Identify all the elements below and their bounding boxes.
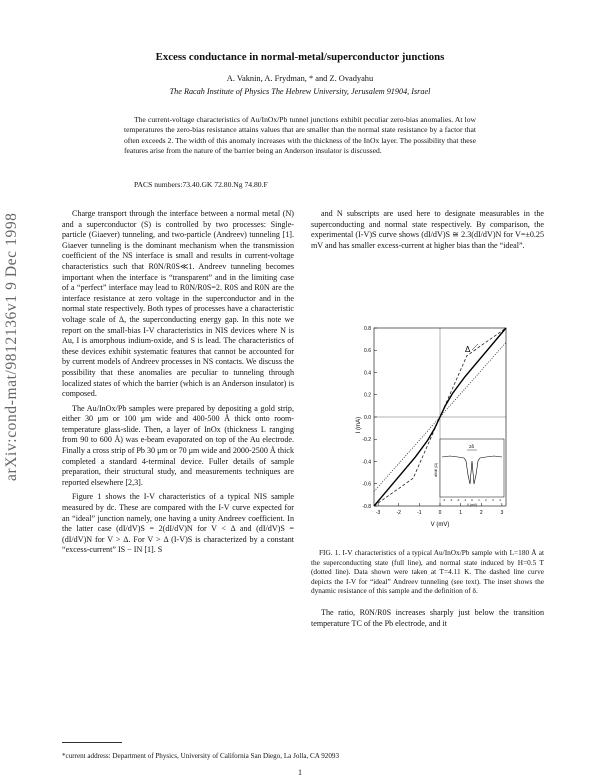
inset-x-tick-label: -4 — [442, 498, 446, 502]
arxiv-identifier: arXiv:cond-mat/9812136v1 9 Dec 1998 — [3, 212, 20, 481]
x-tick-label: -1 — [417, 510, 422, 516]
y-axis-label: I (mA) — [356, 416, 362, 434]
y-tick-label: -0.2 — [362, 437, 371, 444]
x-axis-label: V (mV) — [430, 522, 450, 528]
inset-x-tick-label: 0 — [471, 498, 473, 502]
iv-figure — [350, 320, 510, 528]
paragraph: Charge transport through the interface between a normal metal (N) and a superconductor (S) is controlled by two processes: Single-particle (Giaever) tunneling, and two-particle (Andreev) tunneling [1]. Giaever tunneling is the dominant mechanism when the transmission coefficient of the NS interface is small and results in current-voltage characteristics such that R0N/R0S≪1. Andreev tunneling becomes important when the interface is “transparent” and in the limiting case of a “perfect” interface may lead to R0N/R0S=2. R0S and R0N are the interface resistance at zero voltage in the superconductor and in the normal state respectively. Both types of processes have a characteristic voltage scale of Δ, the superconducting energy gap. In this note we report on the small-bias I-V characteristics in NIS devices where N is Au, I is amorphous indium-oxide, and S is lead. The characteristics of these devices exhibit systematic features that cannot be accounted for by current models of Andreev processes in NS contacts. We discuss the possibility that these anomalies are peculiar to tunneling through localized states of which the barrier (which is an Anderson insulator) is composed. — [62, 209, 294, 399]
abstract: The current-voltage characteristics of Au/InOx/Pb tunnel junctions exhibit peculiar zero-bias anomalies. At low temperatures the zero-bias resistance attains values that are smaller than the normal state resistance by a factor that often exceeds 2. The width of this anomaly increases with the thickness of the InOx layer. The possibility that these features arise from the nature of the barrier being an Anderson insulator is discussed. — [124, 115, 476, 155]
x-tick-label: 1 — [459, 510, 463, 516]
paragraph: and N subscripts are used here to designate measurables in the superconducting and normal state respectively. By comparison, the experimental (I-V)S curve shows (dI/dV)S ≅ 2.3(dI/dV)N for V=±0.25 mV and has smaller excess-current at higher bias than the “ideal”. — [311, 209, 544, 250]
x-tick-label: 0 — [438, 510, 442, 516]
inset-x-tick-label: -1 — [463, 498, 467, 502]
pacs-numbers: PACS numbers:73.40.GK 72.80.Ng 74.80.F — [134, 180, 268, 189]
x-tick-label: 2 — [479, 510, 483, 516]
y-tick-label: 0.0 — [364, 414, 371, 421]
inset-x-tick-label: -3 — [449, 498, 453, 502]
x-tick-label: -2 — [396, 510, 401, 516]
inset-annotation: 2δ — [469, 444, 475, 449]
inset-x-tick-label: -2 — [456, 498, 460, 502]
footnote: *current address: Department of Physics, University of California San Diego, La Jolla, CA 92093 — [62, 752, 339, 760]
paragraph: Figure 1 shows the I-V characteristics of a typical NIS sample measured by dc. These are compared with the I-V curve expected for an “ideal” junction namely, one having a unity Andreev coefficient. In the latter case (dI/dV)S = 2(dI/dV)N for V < Δ and (dI/dV)S = (dI/dV)N for V > Δ. For V > Δ (I-V)S is characterized by a constant “excess-current” IS − IN [1]. S — [62, 492, 294, 555]
right-column-top — [311, 209, 544, 251]
inset-x-tick-label: 4 — [499, 498, 501, 502]
x-tick-label: 3 — [500, 510, 504, 516]
page-number: 1 — [298, 768, 302, 777]
affiliation: The Racah Institute of Physics The Hebrew University, Jerusalem 91904, Israel — [169, 87, 431, 96]
y-tick-label: -0.4 — [362, 459, 371, 466]
inset-x-tick-label: 2 — [485, 498, 487, 502]
inset-x-tick-label: 3 — [492, 498, 494, 502]
inset-plot — [434, 439, 504, 507]
footnote-rule — [62, 742, 122, 743]
delta-annotation: Δ — [465, 345, 471, 354]
inset-x-label: V (mV) — [467, 503, 477, 507]
y-tick-label: 0.2 — [364, 392, 371, 399]
inset-y-label: dV/dI (Ω) — [434, 462, 438, 478]
y-tick-label: 0.8 — [364, 325, 371, 332]
y-tick-label: -0.8 — [362, 503, 371, 510]
right-column-bottom: The ratio, R0N/R0S increases sharply just below the transition temperature TC of the Pb electrode, and it — [311, 608, 544, 628]
y-tick-label: -0.6 — [362, 481, 371, 488]
y-tick-label: 0.4 — [364, 370, 371, 377]
author-list: A. Vaknin, A. Frydman, * and Z. Ovadyahu — [226, 74, 374, 83]
left-column — [62, 209, 294, 556]
paper-title: Excess conductance in normal-metal/superconductor junctions — [155, 51, 445, 63]
inset-x-tick-label: 1 — [478, 498, 480, 502]
y-tick-label: 0.6 — [364, 348, 371, 355]
delta-arrow — [472, 344, 478, 350]
paragraph: The Au/InOx/Pb samples were prepared by depositing a gold strip, either 30 μm or 100 μm wide and 400-500 Å thick onto room-temperature glass-slide. Then, a layer of InOx (thickness L ranging from 90 to 600 Å) was e-beam evaporated on top of the Au electrode. Finally a cross strip of Pb 30 μm or 70 μm wide and 2000-2500 Å thick completed a standard 4-terminal device. Fuller details of sample preparation, their structural study, and measurements techniques are reported elsewhere [2,3]. — [62, 403, 294, 487]
figure-caption: FIG. 1. I-V characteristics of a typical Au/InOx/Pb sample with L=180 Å at the superconducting state (full line), and normal state induced by H=0.5 T (dotted line). Data shown were taken at T=4.11 K. The dashed line curve depicts the I-V for “ideal” Andreev tunneling (see text). The inset shows the dynamic resistance of this sample and the definition of δ. — [311, 548, 544, 596]
x-tick-label: -3 — [375, 510, 381, 516]
